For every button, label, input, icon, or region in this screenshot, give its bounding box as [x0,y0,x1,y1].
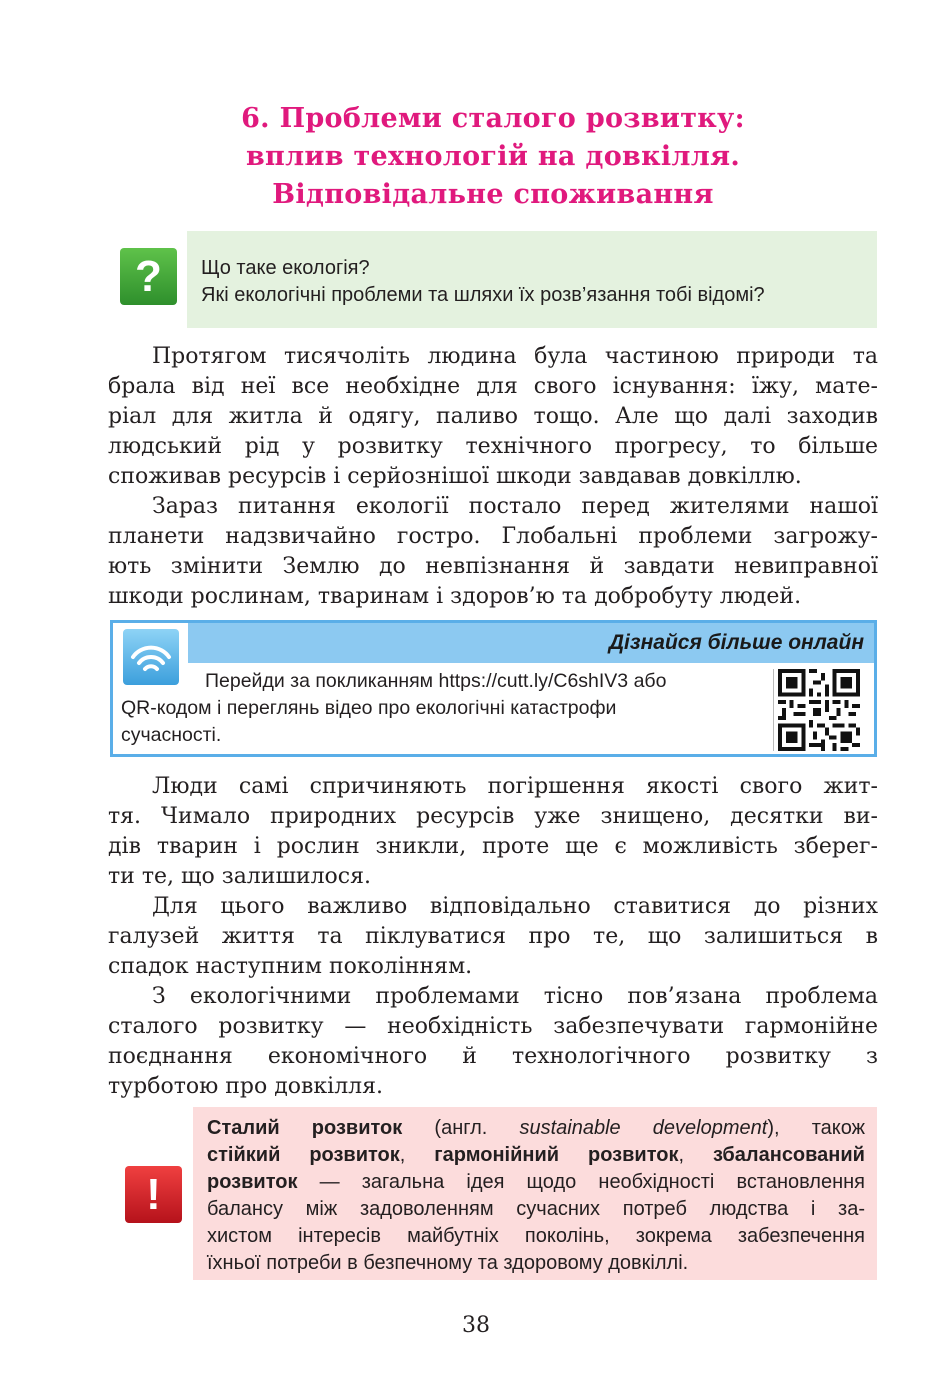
text-line: турботою про довкілля. [108,1074,384,1099]
definition-line: розвиток — загальна ідея щодо необхідності встановлення [207,1171,865,1193]
paragraph-5 [108,982,878,1102]
term: гармонійний розвиток [434,1144,679,1166]
online-text-line[interactable]: Перейди за покликанням https://cutt.ly/C6shIV3 або [205,670,667,692]
paragraph-3 [108,772,878,892]
text-line: З екологічними проблемами тісно пов’язана проблема [152,984,878,1009]
online-text-line: сучасності. [121,724,222,746]
text-line: тя. Чимало природних ресурсів уже знищено, десятки ви- [108,804,878,829]
qr-code-icon[interactable] [773,669,860,751]
text-line: планети надзвичайно гостро. Глобальні проблеми загрожу- [108,524,878,549]
text-line: спадок наступним поколінням. [108,954,473,979]
paragraph-2 [108,492,878,612]
exclamation-icon: ! [125,1166,182,1223]
term: Сталий розвиток [207,1117,403,1139]
text-line: ють змінити Землю до невпізнання й завдати невиправної [108,554,878,579]
definition-line: хистом інтересів майбутніх поколінь, зокрема забезпечення [207,1225,865,1247]
online-box-text [121,668,761,749]
question-mark-icon: ? [120,248,177,305]
paragraph-1 [108,342,878,492]
text-line: людський рід у розвитку технічного прогресу, то більше [108,434,878,459]
definition-line: стійкий розвиток, гармонійний розвиток, збалансований [207,1144,865,1166]
text-line: ріал для житла й одягу, паливо тощо. Але що далі заходив [108,404,878,429]
title-line: вплив технологій на довкілля. [245,141,741,172]
text-line: споживав ресурсів і серйознішої шкоди завдавав довкіллю. [108,464,802,489]
text-line: Зараз питання екології постало перед жителями нашої [152,494,878,519]
page-number: 38 [462,1313,490,1338]
definition-line: Сталий розвиток (англ. sustainable development), також [207,1117,865,1139]
text-line: Люди самі спричиняють погіршення якості свого жит- [152,774,878,799]
text-line: сталого розвитку — необхідність забезпечувати гармонійне [108,1014,878,1039]
definition-box [193,1107,877,1280]
page-title [108,100,878,214]
text-line: дів тварин і рослин зникли, проте ще є можливість зберег- [108,834,878,859]
text-line: Протягом тисячоліть людина була частиною природи та [152,344,878,369]
text-line: Для цього важливо відповідально ставитися до різних [152,894,878,919]
title-line: 6. Проблеми сталого розвитку: [241,103,745,134]
question-box [187,231,877,328]
term: розвиток [207,1171,298,1193]
text-line: ти те, що залишилося. [108,864,371,889]
definition-line: балансу між задоволенням сучасних потреб людства і за- [207,1198,865,1220]
question-line: Які екологічні проблеми та шляхи їх розв’язання тобі відомі? [201,284,765,306]
paragraph-4 [108,892,878,982]
definition-line: їхньої потреби в безпечному та здоровому довкіллі. [207,1252,689,1274]
term: збалансований [712,1144,865,1166]
text-line: поєднання економічного й технологічного розвитку з [108,1044,878,1069]
title-line: Відповідальне споживання [272,179,714,210]
text-line: галузей життя та піклуватися про те, що залишиться в [108,924,878,949]
online-text-line: QR-кодом і переглянь відео про екологічні катастрофи [121,697,617,719]
online-resource-box [110,620,877,757]
online-box-heading: Дізнайся більше онлайн [188,623,874,663]
text-line: брала від неї все необхідне для свого існування: їжу, мате- [108,374,878,399]
term: стійкий розвиток [207,1144,400,1166]
question-line: Що таке екологія? [201,257,370,279]
text-line: шкоди рослинам, тваринам і здоров’ю та добробуту людей. [108,584,802,609]
